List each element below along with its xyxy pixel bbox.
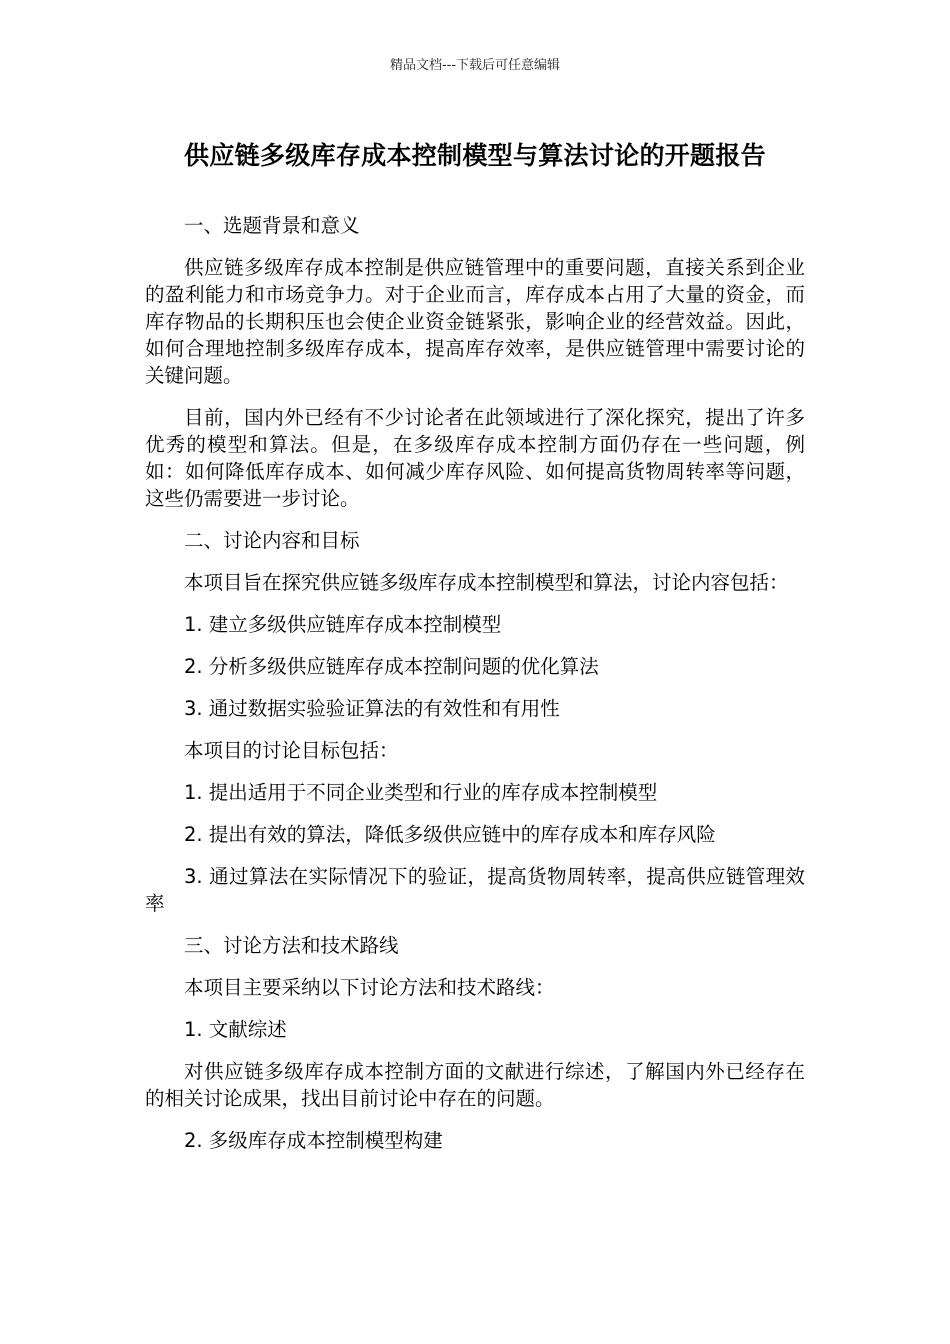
document-body [145,212,805,1169]
paragraph-current-research: 目前，国内外已经有不少讨论者在此领域进行了深化探究，提出了许多优秀的模型和算法。但是，在多级库存成本控制方面仍存在一些问题，例如：如何降低库存成本、如何减少库存风险、如何提高货物周转率等问题，这些仍需要进一步讨论。 [145,406,805,510]
header-note: 精品文档---下载后可任意编辑 [389,58,561,73]
paragraph-methods-intro: 本项目主要采纳以下讨论方法和技术路线： [184,976,555,999]
paragraph-background: 供应链多级库存成本控制是供应链管理中的重要问题，直接关系到企业的盈利能力和市场竞争力。对于企业而言，库存成本占用了大量的资金，而库存物品的长期积压也会使企业资金链紧张，影响企业的经营效益。因此，如何合理地控制多级库存成本，提高库存效率，是供应链管理中需要讨论的关键问题。 [145,256,805,387]
paragraph-literature-review: 对供应链多级库存成本控制方面的文献进行综述，了解国内外已经存在的相关讨论成果，找出目前讨论中存在的问题。 [145,1060,805,1110]
list-item-content-3: 3. 通过数据实验验证算法的有效性和有用性 [184,697,560,720]
list-item-goal-2: 2. 提出有效的算法，降低多级供应链中的库存成本和库存风险 [184,823,716,846]
list-item-content-2: 2. 分析多级供应链库存成本控制问题的优化算法 [184,655,599,678]
list-item-method-2: 2. 多级库存成本控制模型构建 [184,1129,443,1152]
paragraph-content-intro: 本项目旨在探究供应链多级库存成本控制模型和算法，讨论内容包括： [184,571,789,594]
section-heading-methods: 三、讨论方法和技术路线 [184,934,399,957]
list-item-goal-3: 3. 通过算法在实际情况下的验证，提高货物周转率，提高供应链管理效率 [145,865,805,915]
section-heading-background: 一、选题背景和意义 [184,214,360,237]
document-title: 供应链多级库存成本控制模型与算法讨论的开题报告 [184,141,766,170]
list-item-method-1: 1. 文献综述 [184,1018,287,1041]
list-item-goal-1: 1. 提出适用于不同企业类型和行业的库存成本控制模型 [184,781,658,804]
paragraph-goals-intro: 本项目的讨论目标包括： [184,739,399,762]
section-heading-content-goals: 二、讨论内容和目标 [184,529,360,552]
list-item-content-1: 1. 建立多级供应链库存成本控制模型 [184,613,502,636]
